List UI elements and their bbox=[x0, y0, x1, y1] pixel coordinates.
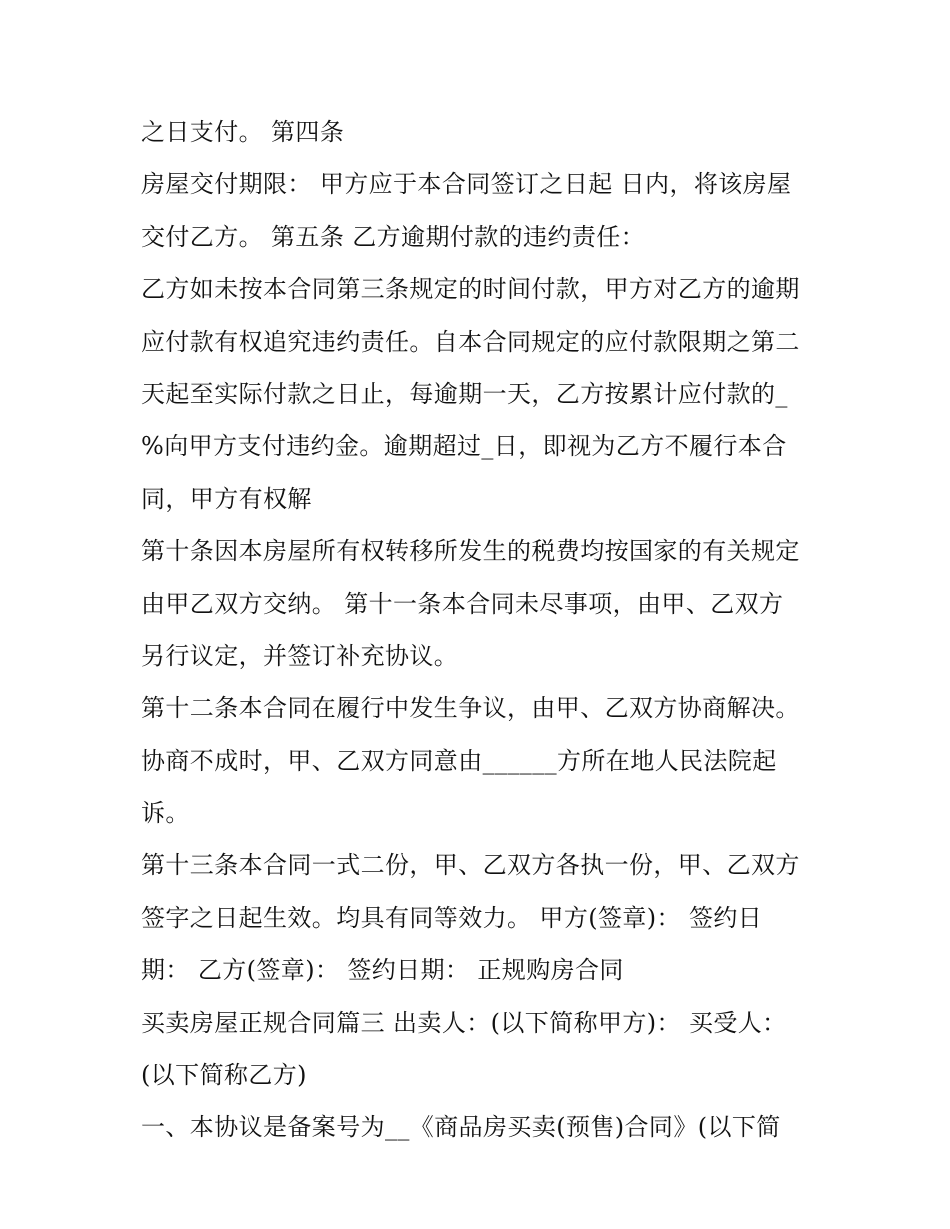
text-line: 期： 乙方(签章)： 签约日期： 正规购房合同 bbox=[141, 956, 624, 985]
document-body bbox=[141, 106, 831, 1154]
text-line: 买卖房屋正规合同篇三 出卖人：(以下简称甲方)： 买受人： bbox=[141, 1008, 787, 1037]
text-line: 同，甲方有权解 bbox=[141, 484, 312, 513]
text-line: 天起至实际付款之日止，每逾期一天，乙方按累计应付款的_ bbox=[141, 379, 788, 408]
text-line: 乙方如未按本合同第三条规定的时间付款，甲方对乙方的逾期 bbox=[141, 275, 800, 304]
text-line: 应付款有权追究违约责任。自本合同规定的应付款限期之第二 bbox=[141, 327, 800, 356]
text-line: 签字之日起生效。均具有同等效力。 甲方(签章)： 签约日 bbox=[141, 903, 763, 932]
text-line: 诉。 bbox=[141, 799, 190, 828]
text-line: %向甲方支付违约金。逾期超过_日，即视为乙方不履行本合 bbox=[141, 432, 787, 461]
text-line: 由甲乙双方交纳。 第十一条本合同未尽事项，由甲、乙双方 bbox=[141, 589, 784, 618]
text-line: 第十三条本合同一式二份，甲、乙双方各执一份，甲、乙双方 bbox=[141, 851, 800, 880]
text-line: 协商不成时，甲、乙双方同意由______方所在地人民法院起 bbox=[141, 746, 777, 775]
text-line: 第十二条本合同在履行中发生争议，由甲、乙双方协商解决。 bbox=[141, 694, 800, 723]
text-line: 第十条因本房屋所有权转移所发生的税费均按国家的有关规定 bbox=[141, 537, 800, 566]
text-line: (以下简称乙方) bbox=[141, 1061, 307, 1090]
text-line: 之日支付。 第四条 bbox=[141, 118, 345, 146]
text-line: 房屋交付期限： 甲方应于本合同签订之日起 日内，将该房屋 bbox=[141, 170, 792, 199]
text-line: 一、本协议是备案号为__《商品房买卖(预售)合同》(以下简 bbox=[141, 1113, 781, 1142]
text-line: 另行议定，并签订补充协议。 bbox=[141, 641, 459, 670]
text-line: 交付乙方。 第五条 乙方逾期付款的违约责任： bbox=[141, 222, 646, 251]
